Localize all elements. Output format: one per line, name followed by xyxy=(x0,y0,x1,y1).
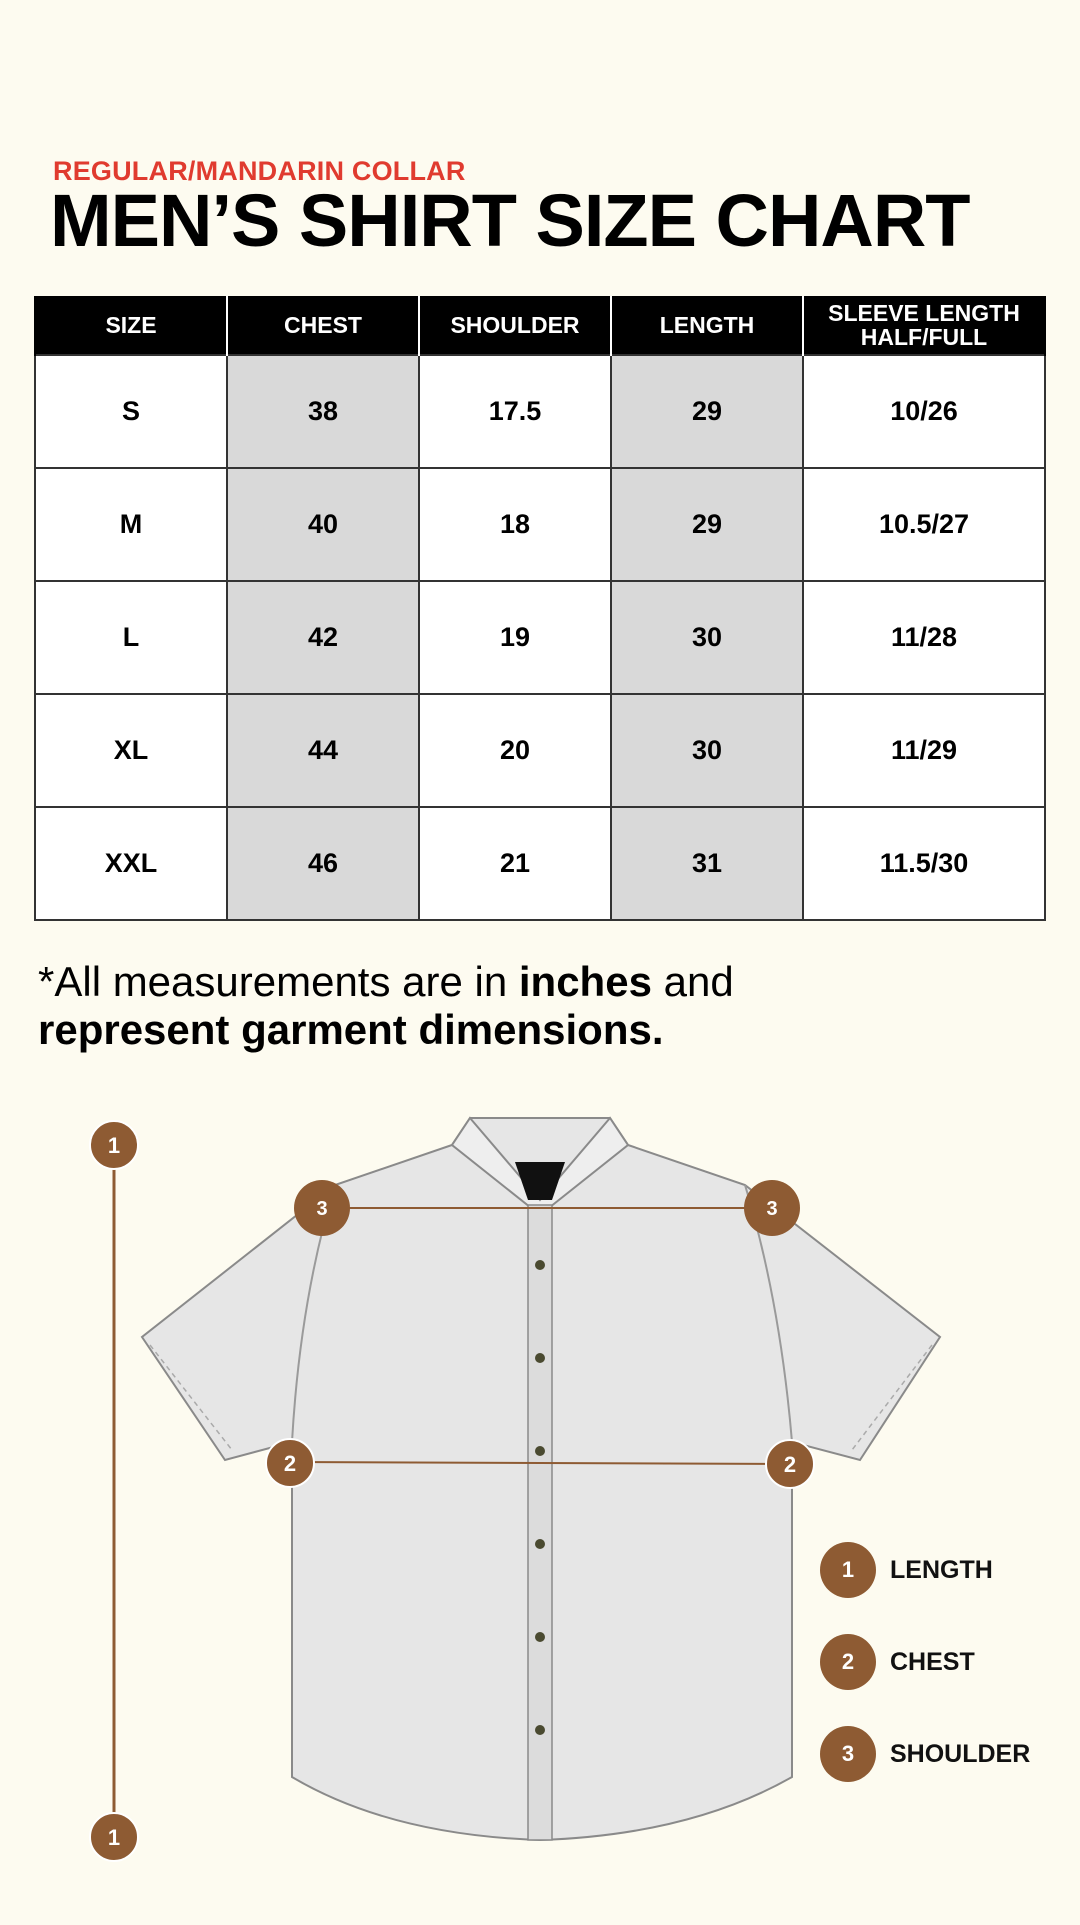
svg-text:1: 1 xyxy=(107,1825,121,1850)
table-cell-sleeve: 10/26 xyxy=(803,355,1045,468)
legend-item-length xyxy=(820,1540,993,1600)
column-header-sleeve-length: SLEEVE LENGTH HALF/FULL xyxy=(803,296,1045,355)
table-cell-chest: 42 xyxy=(227,581,419,694)
svg-text:2: 2 xyxy=(283,1451,297,1476)
shirt-illustration xyxy=(0,1100,1080,1920)
legend-badge: 3 xyxy=(820,1726,876,1782)
button-placket xyxy=(528,1205,552,1840)
svg-text:3: 3 xyxy=(766,1198,778,1220)
chest-marker-left xyxy=(266,1439,314,1487)
legend-label: CHEST xyxy=(890,1647,975,1676)
legend-item-chest xyxy=(820,1632,975,1692)
table-row xyxy=(35,468,1045,581)
table-cell-shoulder: 21 xyxy=(419,807,611,920)
table-cell-length: 30 xyxy=(611,694,803,807)
shirt-button xyxy=(535,1353,545,1363)
svg-text:3: 3 xyxy=(316,1198,328,1220)
table-cell-size: M xyxy=(35,468,227,581)
note-text-connector: and xyxy=(651,958,734,1005)
chart-subtitle: REGULAR/MANDARIN COLLAR xyxy=(53,156,466,186)
table-cell-size: XXL xyxy=(35,807,227,920)
svg-text:2: 2 xyxy=(783,1452,797,1477)
shoulder-marker-right xyxy=(744,1180,800,1236)
size-table xyxy=(34,296,1046,921)
table-cell-size: S xyxy=(35,355,227,468)
table-cell-size: XL xyxy=(35,694,227,807)
shirt-button xyxy=(535,1446,545,1456)
measurement-note xyxy=(38,958,1038,1054)
legend-item-shoulder xyxy=(820,1724,1030,1784)
table-cell-shoulder: 19 xyxy=(419,581,611,694)
table-cell-shoulder: 17.5 xyxy=(419,355,611,468)
svg-text:1: 1 xyxy=(107,1133,121,1158)
table-row xyxy=(35,694,1045,807)
table-header-row xyxy=(35,296,1045,355)
table-cell-size: L xyxy=(35,581,227,694)
table-cell-length: 29 xyxy=(611,468,803,581)
legend-label: LENGTH xyxy=(890,1555,993,1584)
column-header-length: LENGTH xyxy=(611,296,803,355)
legend-label: SHOULDER xyxy=(890,1739,1031,1768)
shoulder-marker-left xyxy=(294,1180,350,1236)
shirt-button xyxy=(535,1632,545,1642)
shirt-button xyxy=(535,1260,545,1270)
legend-badge: 1 xyxy=(820,1542,876,1598)
table-cell-length: 31 xyxy=(611,807,803,920)
column-header-shoulder: SHOULDER xyxy=(419,296,611,355)
shirt-diagram xyxy=(0,1100,1080,1920)
table-cell-chest: 46 xyxy=(227,807,419,920)
table-cell-length: 29 xyxy=(611,355,803,468)
length-marker-top xyxy=(90,1121,138,1169)
table-row xyxy=(35,581,1045,694)
length-marker-bottom xyxy=(90,1813,138,1861)
shirt-button xyxy=(535,1725,545,1735)
note-unit: inches xyxy=(518,958,652,1005)
table-cell-chest: 38 xyxy=(227,355,419,468)
column-header-size: SIZE xyxy=(35,296,227,355)
column-header-chest: CHEST xyxy=(227,296,419,355)
note-text: *All measurements are in xyxy=(38,958,519,1005)
legend-badge: 2 xyxy=(820,1634,876,1690)
table-cell-chest: 40 xyxy=(227,468,419,581)
note-emphasis: represent garment dimensions. xyxy=(38,1006,664,1053)
table-cell-sleeve: 10.5/27 xyxy=(803,468,1045,581)
table-cell-shoulder: 20 xyxy=(419,694,611,807)
page-title: MEN’S SHIRT SIZE CHART xyxy=(50,179,970,262)
table-cell-sleeve: 11/28 xyxy=(803,581,1045,694)
chest-marker-right xyxy=(766,1440,814,1488)
table-cell-length: 30 xyxy=(611,581,803,694)
table-row xyxy=(35,807,1045,920)
table-cell-sleeve: 11.5/30 xyxy=(803,807,1045,920)
table-cell-chest: 44 xyxy=(227,694,419,807)
shirt-button xyxy=(535,1539,545,1549)
table-cell-sleeve: 11/29 xyxy=(803,694,1045,807)
table-row xyxy=(35,355,1045,468)
table-cell-shoulder: 18 xyxy=(419,468,611,581)
